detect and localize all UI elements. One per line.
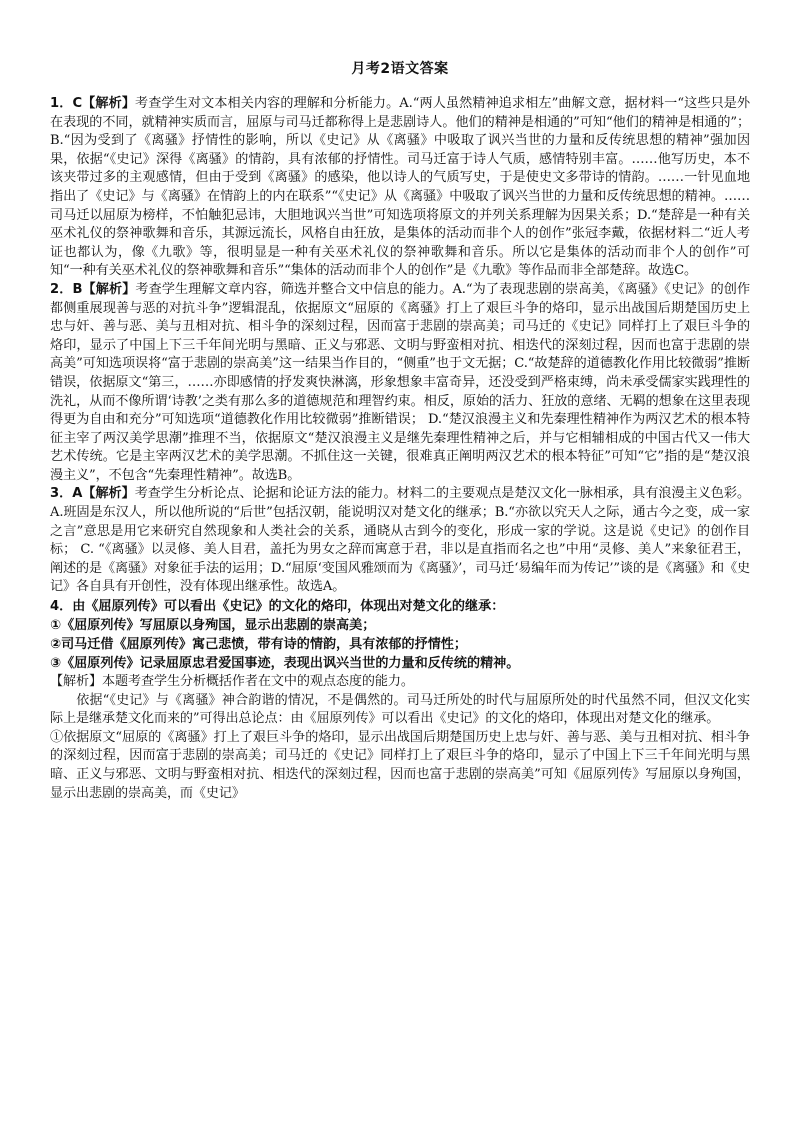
q4-analysis-intro <box>50 673 750 692</box>
q3-text: 考查学生分析论点、论据和论证方法的能力。材料二的主要观点是楚汉文化一脉相承，具有浪漫主义色彩。A.班固是东汉人，所以他所说的“后世”包括汉朝，能说明汉对楚文化的继承；B.“亦欲以究天人之际，通古今之变，成一家之言”意思是用它来研究自然现象和人类社会的关系，通晓从古到今的变化，形成一家的学说。这是说《史记》的创作目标； C. “《离骚》以灵修、美人目君，盖托为男女之辞而寓意于君，非以是直指而名之也”中用“灵修、美人”来象征君王，阐述的是《离骚》对象征手法的运用；D.“屈原‘变国风雅颂而为《离骚》’，司马迁‘易编年而为传记’”谈的是《离骚》和《史记》各自具有开创性，没有体现出继承性。故选A。 <box>50 486 750 595</box>
q3-answer: A <box>72 486 83 502</box>
q2-text: 考查学生理解文章内容，筛选并整合文中信息的能力。A.“为了表现悲剧的崇高美，《离骚》《史记》的创作都侧重展现善与恶的对抗斗争”逻辑混乱，依据原文“屈原的《离骚》打上了艰巨斗争的烙印，显示出战国后期楚国历史上忠与奸、善与恶、美与丑相对抗、相斗争的深刻过程，因而富于悲剧的崇高美；司马迁的《史记》同样打上了艰巨斗争的烙印，显示了中国上下三千年间光明与黑暗、正义与邪恶、文明与野蛮相对抗、相迭代的深刻过程，因而也富于悲剧的崇高美”可知选项误将“富于悲剧的崇高美”这一结果当作目的，“侧重”也于文无据；C.“故楚辞的道德教化作用比较微弱”推断错误，依据原文“第三，……亦即感情的抒发爽快淋漓，形象想象丰富奇异，还没受到严格束缚，尚未承受儒家实践理性的洗礼，从而不像所谓‘诗教’之类有那么多的道德规范和理智约束。相反，原始的活力、狂放的意绪、无羁的想象在这里表现得更为自由和充分”可知选项“道德教化作用比较微弱”推断错误； D.“楚汉浪漫主义和先秦理性精神作为两汉艺术的根本特征主宰了两汉美学思潮”推理不当，依据原文“楚汉浪漫主义是继先秦理性精神之后，并与它相辅相成的中国古代又一伟大艺术传统。它是主宰两汉艺术的美学思潮。不抓住这一关键，很难真正阐明两汉艺术的根本特征”可知“它”指的是“楚汉浪漫主义”，不包含“先秦理性精神”。故选B。 <box>50 281 750 483</box>
q1-answer: C <box>72 96 82 111</box>
q3-tag: 【解析】 <box>82 486 135 502</box>
q4-point-3: ③《屈原列传》记录屈原忠君爱国事迹，表现出讽兴当世的力量和反传统的精神。 <box>50 656 520 672</box>
question-3 <box>50 485 750 597</box>
q4-point-1: ①《屈原列传》写屈原以身殉国，显示出悲剧的崇高美； <box>50 618 376 634</box>
answer-sheet <box>50 58 750 803</box>
q1-text: 考查学生对文本相关内容的理解和分析能力。A.“两人虽然精神追求相左”曲解文意，据材料一“这些只是外在表现的不同，就精神实质而言，屈原与司马迁都称得上是悲剧诗人。他们的精神是相通的”可知“他们的精神是相通的”；B.“因为受到了《离骚》抒情性的影响，所以《史记》从《离骚》中吸取了讽兴当世的力量和反传统思想的精神”强加因果，依据“《史记》深得《离骚》的情韵，具有浓郁的抒情性。司马迁富于诗人气质，感情特别丰富。……他写历史，本不该夹带过多的主观感情，但由于受到《离骚》的感染，他以诗人的气质写史，于是使史文多带诗的情韵。……一针见血地指出了《史记》与《离骚》在情韵上的内在联系”“《史记》从《离骚》中吸取了讽兴当世的力量和反传统思想的精神。……司马迁以屈原为榜样，不怕触犯忌讳，大胆地讽兴当世”可知选项将原文的并列关系理解为因果关系；D.“楚辞是一种有关巫术礼仪的祭神歌舞和音乐，其源远流长，风格自由狂放，是集体的活动而非个人的创作”张冠李戴，依据材料二“近人考证也都认为，像《九歌》等，很明显是一种有关巫术礼仪的祭神歌舞和音乐。所以它是集体的活动而非个人的创作”可知“一种有关巫术礼仪的祭神歌舞和音乐”“集体的活动而非个人的创作”是《九歌》等作品而非全部楚辞。故选C。 <box>50 96 750 279</box>
page-title: 月考2语文答案 <box>351 61 449 77</box>
q2-tag: 【解析】 <box>82 281 136 297</box>
q3-number: 3． <box>50 486 73 502</box>
q1-number: 1． <box>50 96 73 111</box>
q4-analysis-paragraph: 依据“《史记》与《离骚》神合韵谐的情况，不是偶然的。司马迁所处的时代与屈原所处的时代虽然不同，但汉文化实际上是继承楚文化而来的”可得出总论点：由《屈原列传》可以看出《史记》的文化的烙印，体现出对楚文化的继承。 <box>50 692 750 727</box>
q4-tag: 【解析】 <box>50 674 102 690</box>
q4-point-2: ②司马迁借《屈原列传》寓己悲愤，带有诗的情韵，具有浓郁的抒情性； <box>50 637 467 653</box>
q2-answer: B <box>72 281 83 297</box>
q4-analysis-point-1: ①依据原文“屈原的《离骚》打上了艰巨斗争的烙印，显示出战国后期楚国历史上忠与奸、善与恶、美与丑相对抗、相斗争的深刻过程，因而富于悲剧的崇高美；司马迁的《史记》同样打上了艰巨斗争的烙印，显示了中国上下三千年间光明与黑暗、正义与邪恶、文明与野蛮相对抗、相迭代的深刻过程，因而也富于悲剧的崇高美”可知《屈原列传》写屈原以身殉国，显示出悲剧的崇高美，而《史记》 <box>50 729 750 801</box>
question-1 <box>50 95 750 281</box>
q4-intro: 本题考查学生分析概括作者在文中的观点态度的能力。 <box>101 674 414 690</box>
question-2 <box>50 281 750 486</box>
q1-tag: 【解析】 <box>81 96 136 111</box>
q4-heading: 4．由《屈原列传》可以看出《史记》的文化的烙印，体现出对楚文化的继承： <box>50 599 505 615</box>
q2-number: 2． <box>50 281 73 297</box>
